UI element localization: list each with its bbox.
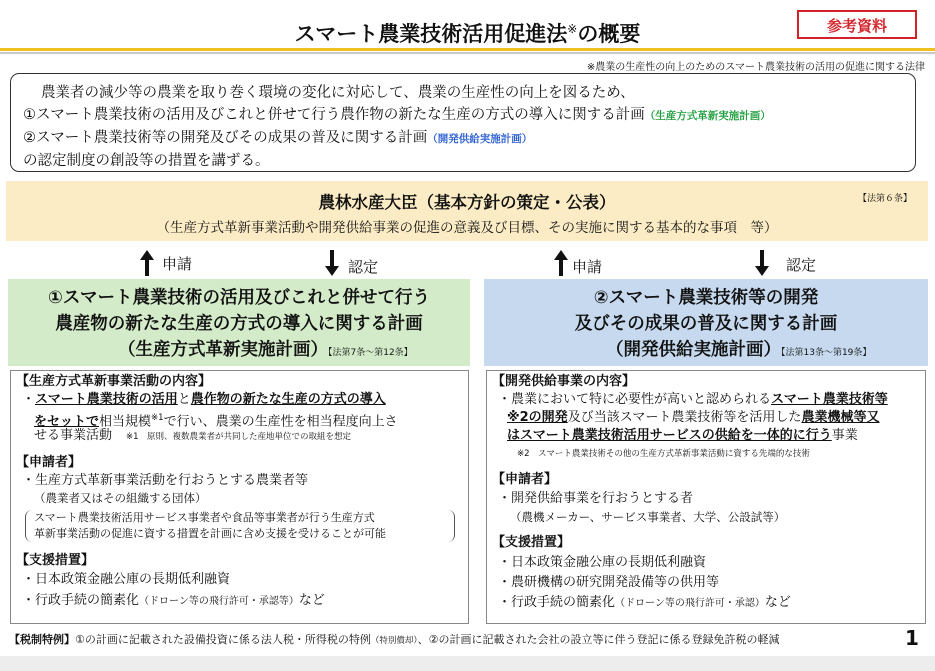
arrow-down-icon [325,250,339,276]
emphasis: 農作物の新たな生産の方式の導入 [190,392,386,407]
tax-text-1: ①の計画に記載された設備投資に係る法人税・所得税の特例 [75,633,371,646]
plan1-note-line-1: スマート農業技術活用サービス事業者や食品等事業者が行う生産方式 [34,511,375,524]
plan1-content-line-3 [34,427,351,446]
plan1-content-line-1 [22,391,386,409]
intro-line-2 [23,104,905,127]
text: ・行政手続の簡素化 [22,593,140,608]
plan1-support-2 [22,592,325,611]
intro-line-4: の認定制度の創設等の措置を講ずる。 [23,153,270,169]
plan2-head-line-2: 及びその成果の普及に関する計画 [574,314,838,334]
intro-line-3 [23,127,905,150]
title-mark: ※ [567,22,578,36]
bottom-band [0,656,935,671]
apply-label-left: 申請 [162,255,193,273]
plan2-content-heading: 【開発供給事業の内容】 [492,374,636,389]
intro-line-1: 農業者の減少等の農業を取り巻く環境の変化に対応して、農業の生産性の向上を図るため、 [41,85,635,101]
text-small: （ドローン等の飛行許可・承認等） [139,596,299,607]
plan2-details [486,370,926,624]
plan1-content-heading: 【生産方式革新事業活動の内容】 [16,374,212,389]
plan1-note-line-2: 革新事業活動の促進に資する措置を計画に含め支援を受けることが可能 [34,527,386,540]
emphasis: スマート農業技術の活用 [35,392,178,407]
certify-label-right: 認定 [786,256,817,274]
plan2-content-note: ※2 スマート農業技術その他の生産方式革新事業活動に資する先端的な技術 [517,449,810,459]
plan2-applicant-1: ・開発供給事業を行おうとする者 [498,491,694,506]
plan2-applicant-heading: 【申請者】 [492,472,558,487]
intro-box [10,73,916,172]
plan2-support-heading: 【支援措置】 [492,535,571,550]
plan1-plan-name: （生産方式革新実施計画） [118,340,328,360]
plan2-law-ref: 【法第13条～第19条】 [781,348,872,358]
text: ・農業において特に必要性が高いと認められる [498,392,772,407]
text-small: （ドローン等の飛行許可・承認） [615,598,765,609]
plan1-applicant-1: ・生産方式革新事業活動を行おうとする農業者等 [22,473,309,488]
plan1-support-heading: 【支援措置】 [16,553,95,568]
plan1-law-ref: 【法第7条～第12条】 [328,348,413,358]
apply-label-right: 申請 [572,258,603,276]
text: など [764,595,791,610]
page-title [0,18,935,48]
plan2-applicant-2: （農機メーカー、サービス事業者、大学、公設試等） [510,510,786,524]
plan1-details [10,370,469,624]
text: と [177,392,191,407]
emphasis: スマート農業技術等 [771,392,888,407]
arrow-up-icon [140,250,154,276]
text: 事業 [831,428,858,443]
text: で行い、農業の生産性を相当程度向上さ [163,414,398,430]
header-rule-gold [0,48,935,51]
law-name-note: ※農業の生産性の向上のためのスマート農業技術の活用の促進に関する法律 [586,62,925,73]
plan2-header [484,279,928,366]
arrow-down-icon [755,250,769,276]
plan1-head-line-1: ①スマート農業技術の活用及びこれと併せて行う [48,288,430,308]
note: ※1 原則、複数農業者が共同した産地単位での取組を想定 [126,432,352,442]
emphasis: はスマート農業技術活用サービスの供給を一体的に行う [507,428,832,443]
plan2-support-1: ・日本政策金融公庫の長期低利融資 [498,555,707,570]
tax-special-provisions [9,631,779,647]
plan2-content-line-3 [507,427,858,445]
tax-small: （特別償却） [370,636,418,646]
plan2-head-line-3 [484,337,928,366]
title-main: スマート農業技術活用促進法 [294,22,568,46]
bullet: ・ [22,392,36,407]
title-suffix: の概要 [577,22,641,46]
plan1-header [8,279,470,366]
tax-label: 【税制特例】 [9,633,75,646]
text: せる事業活動 [34,428,113,443]
plan2-support-2: ・農研機構の研究開発設備等の供用等 [498,575,720,590]
page-number: 1 [905,626,919,650]
certify-label-left: 認定 [348,258,379,276]
intro-line-3-text: ②スマート農業技術等の開発及びその成果の普及に関する計画 [23,130,428,146]
plan2-head-line-1: ②スマート農業技術等の開発 [593,288,819,308]
plan2-plan-name: （開発供給実施計画） [606,340,781,360]
plan1-note-box [25,510,455,542]
note-mark: ※1 [151,413,164,423]
emphasis: 農業機械等又 [801,410,880,425]
text: ・行政手続の簡素化 [498,595,616,610]
minister-law-ref: 【法第６条】 [858,194,913,204]
plan1-head-line-3 [8,337,470,366]
tax-text-2: 、②の計画に記載された会社の設立等に伴う登記に係る登録免許税の軽減 [417,633,780,646]
minister-title: 農林水産大臣（基本方針の策定・公表） [318,193,616,212]
plan2-support-3 [498,594,791,613]
minister-band [6,181,928,241]
plan1-head-line-2: 農産物の新たな生産の方式の導入に関する計画 [55,314,423,334]
emphasis: ※2の開発 [507,410,568,425]
plan2-content-line-2 [507,409,879,427]
header-rule-grey [0,52,935,54]
reference-badge: 参考資料 [797,10,917,39]
intro-line-2-text: ①スマート農業技術の活用及びこれと併せて行う農作物の新たな生産の方式の導入に関する計画 [23,107,645,123]
plan1-applicant-2: （農業者又はその組織する団体） [34,491,207,505]
text: など [298,593,325,608]
plan1-support-1: ・日本政策金融公庫の長期低利融資 [22,572,231,587]
plan2-content-line-1 [498,391,888,409]
intro-blue-tag: （開発供給実施計画） [427,133,533,145]
plan1-applicant-heading: 【申請者】 [16,455,82,470]
intro-green-tag: （生産方式革新実施計画） [644,110,771,122]
text: 及び当該スマート農業技術等を活用した [567,410,802,425]
minister-subtitle: （生産方式革新事業活動や開発供給事業の促進の意義及び目標、その実施に関する基本的な事項 等） [156,220,778,236]
emphasis: をセットで [34,414,100,430]
text: 相当規模 [99,414,152,430]
arrow-up-icon [554,250,568,276]
